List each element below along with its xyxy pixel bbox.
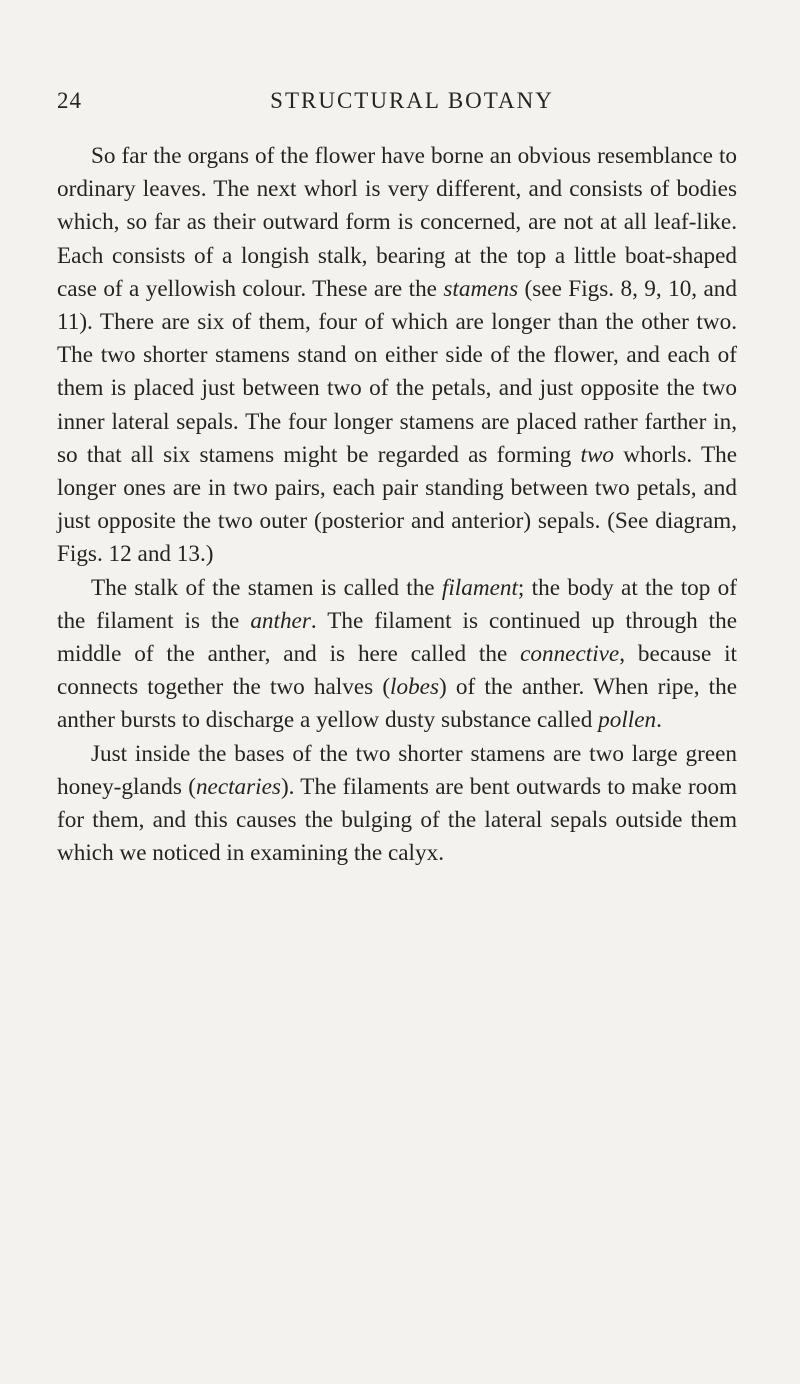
paragraph-filament [57,572,737,738]
text-segment: The stalk of the stamen is called the [91,574,442,601]
italic-term: stamens [443,275,519,302]
text-segment: So far the organs of the flower have borne an obvious resemblance to ordinary leaves. The next whorl is very different, and consists of bodies which, so far as their outward form is concerned, are not at all leaf-like. Each consists of a longish stalk, bearing at the top a little boat-shaped case of a yellowish colour. These are the [57,143,737,302]
text-segment: Just inside the bases of the two shorter stamens are two large green honey-glands ( [57,740,737,800]
text-segment: . [656,707,662,734]
page-number: 24 [57,88,82,113]
running-title: STRUCTURAL BOTANY [270,88,554,113]
text-segment: ) of the anther. When ripe, the anther bursts to discharge a yellow dusty substance called [57,674,737,734]
text-segment: whorls. The longer ones are in two pairs, each pair standing between two petals, and just opposite the two outer (posterior and anterior) sepals. (See diagram, Figs. 12 and 13.) [57,441,737,568]
italic-term: pollen [598,707,657,734]
italic-term: nectaries [195,773,281,800]
paragraph-stamens [57,140,737,572]
text-segment: (see Figs. 8, 9, 10, and 11). There are six of them, four of which are longer than the other two. The two shorter stamens stand on either side of the flower, and each of them is placed just between two of the petals, and just opposite the two inner lateral sepals. The four longer stamens are placed rather farther in, so that all six stamens might be regarded as forming [57,275,737,468]
text-segment: . The filament is continued up through the middle of the anther, and is here called the [57,607,737,668]
italic-term: filament [441,574,518,601]
running-head [57,88,737,118]
text-segment: ). The filaments are bent outwards to make room for them, and this causes the bulging of the lateral sepals outside them which we noticed in examining the calyx. [57,773,737,867]
paragraph-nectaries [57,738,737,871]
italic-term: lobes [390,674,439,701]
text-segment: ; the body at the top of the filament is the [57,574,737,634]
italic-term: anther [250,607,311,634]
body-text [57,140,737,870]
italic-term: two [580,441,615,468]
text-segment: , because it connects together the two halves ( [57,641,737,701]
italic-term: connective [520,641,620,668]
